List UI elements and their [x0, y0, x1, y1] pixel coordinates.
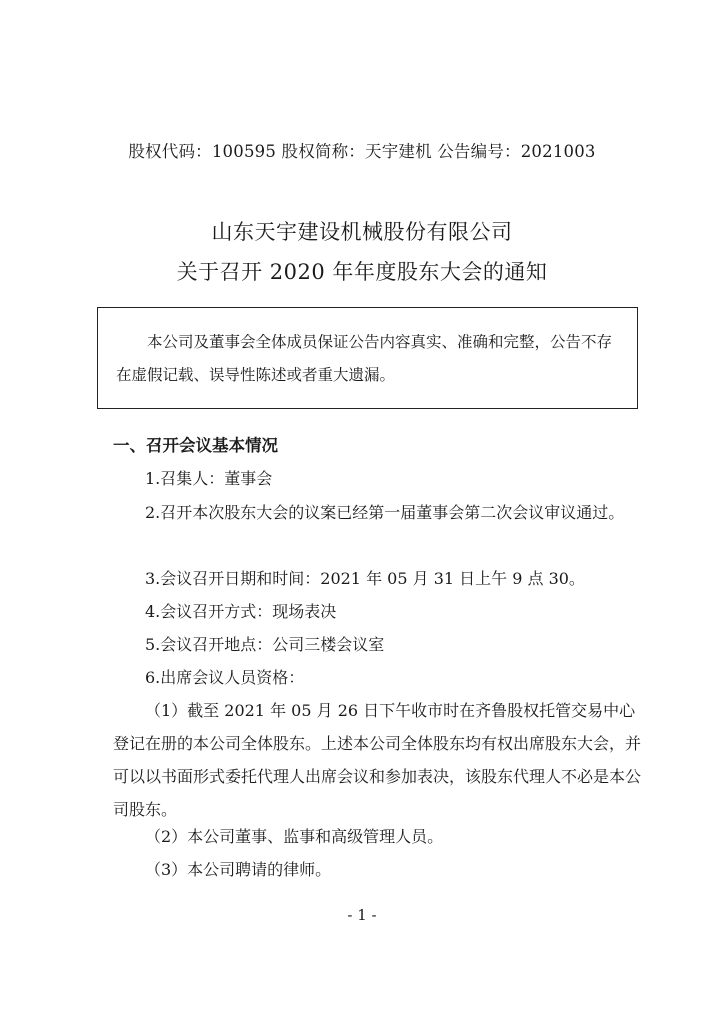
disclaimer-box: 本公司及董事会全体成员保证公告内容真实、准确和完整，公告不存在虚假记载、误导性陈述或者重大遗漏。: [97, 307, 638, 409]
item-method: 4.会议召开方式：现场表决: [145, 602, 337, 621]
section-heading: 一、召开会议基本情况: [113, 436, 278, 455]
sub-item-shareholders: （1）截至 2021 年 05 月 26 日下午收市时在齐鲁股权托管交易中心登记在册的本公司全体股东。上述本公司全体股东均有权出席股东大会，并可以以书面形式委托代理人出席会议和参加表决，该股东代理人不必是本公司股东。: [113, 701, 642, 819]
item-location: 5.会议召开地点：公司三楼会议室: [145, 635, 385, 654]
sub-item-lawyers: （3）本公司聘请的律师。: [145, 860, 332, 879]
stock-code-line: 股权代码：100595 股权简称：天宇建机 公告编号：2021003: [128, 142, 596, 161]
page-number: - 1 -: [347, 906, 377, 924]
notice-title: 关于召开 2020 年年度股东大会的通知: [176, 260, 548, 284]
item-convener: 1.召集人：董事会: [145, 469, 273, 488]
item-date-time: 3.会议召开日期和时间：2021 年 05 月 31 日上午 9 点 30。: [145, 569, 585, 588]
item-proposal: 2.召开本次股东大会的议案已经第一届董事会第二次会议审议通过。: [145, 503, 625, 522]
company-title: 山东天宇建设机械股份有限公司: [211, 220, 513, 244]
sub-item-directors: （2）本公司董事、监事和高级管理人员。: [145, 827, 444, 846]
item-attendee-eligibility: 6.出席会议人员资格：: [145, 668, 305, 687]
